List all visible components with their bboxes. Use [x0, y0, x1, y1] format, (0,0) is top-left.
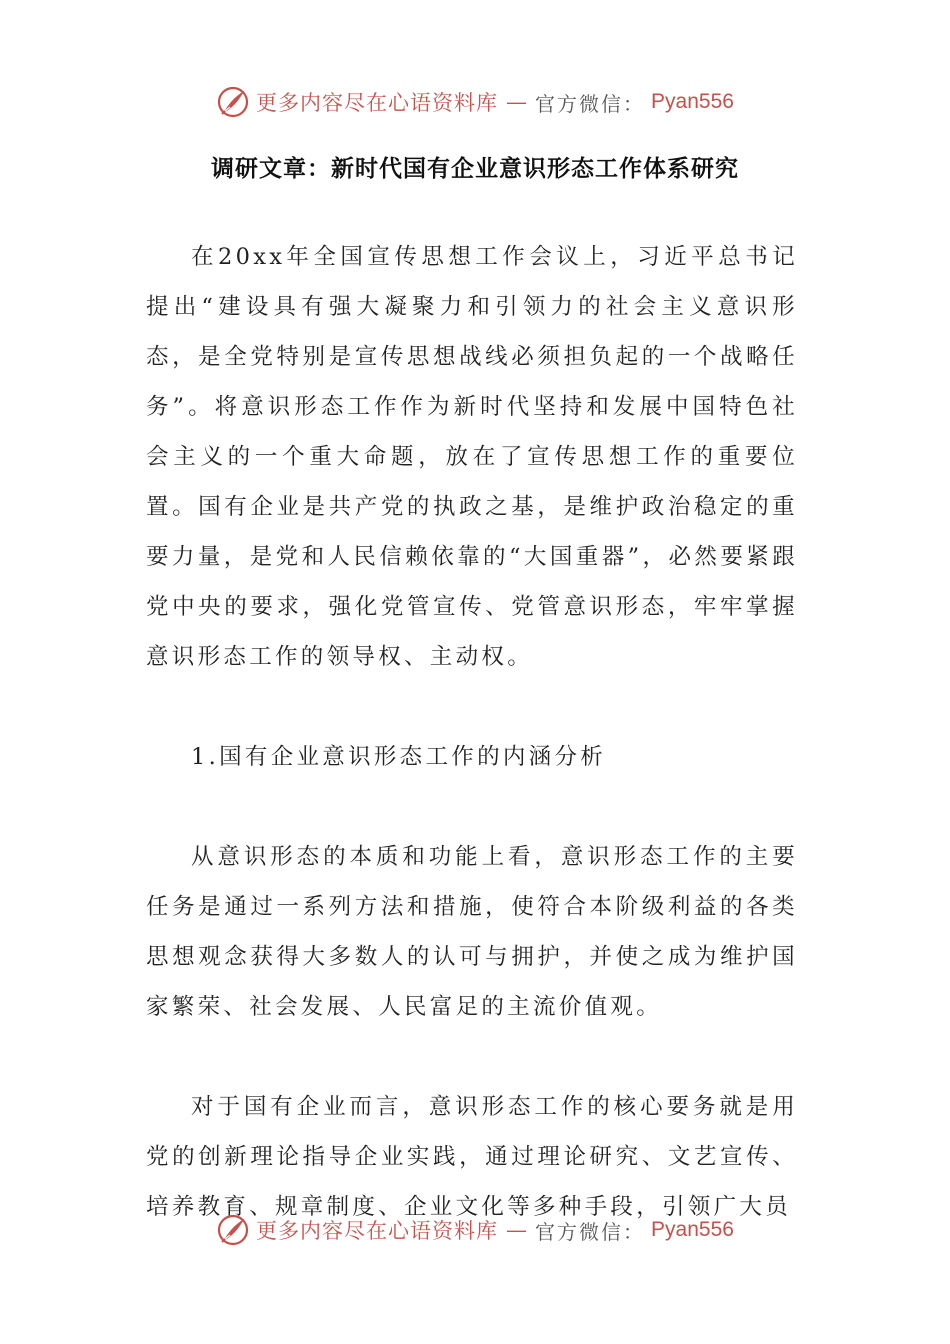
banner-wechat-id: Pyan556: [651, 90, 734, 113]
document-body: [146, 232, 798, 1232]
document-title: 调研文章：新时代国有企业意识形态工作体系研究: [211, 155, 739, 182]
banner-wechat-label: 官方微信：: [535, 91, 646, 116]
banner-title: 更多内容尽在心语资料库: [256, 91, 499, 115]
banner-wechat-label: 官方微信：: [535, 1219, 646, 1244]
quill-pen-icon: [216, 85, 250, 119]
paragraph-intro: 在20xx年全国宣传思想工作会议上，习近平总书记提出“建设具有强大凝聚力和引领力的社会主义意识形态，是全党特别是宣传思想战线必须担负起的一个战略任务”。将意识形态工作作为新时代坚持和发展中国特色社会主义的一个重大命题，放在了宣传思想工作的重要位置。国有企业是共产党的执政之基，是维护政治稳定的重要力量，是党和人民信赖依靠的“大国重器”，必然要紧跟党中央的要求，强化党管宣传、党管意识形态，牢牢掌握意识形态工作的领导权、主动权。: [146, 244, 798, 670]
banner-wechat-id: Pyan556: [651, 1218, 734, 1241]
section-heading: 1.国有企业意识形态工作的内涵分析: [191, 744, 607, 770]
banner-separator: —: [506, 1218, 528, 1242]
quill-pen-icon: [216, 1213, 250, 1247]
paragraph-essence: 从意识形态的本质和功能上看，意识形态工作的主要任务是通过一系列方法和措施，使符合本阶级利益的各类思想观念获得大多数人的认可与拥护，并使之成为维护国家繁荣、社会发展、人民富足的主流价值观。: [146, 844, 798, 1020]
header-banner: [0, 82, 950, 122]
banner-title: 更多内容尽在心语资料库: [256, 1219, 499, 1243]
footer-banner: [0, 1210, 950, 1250]
banner-separator: —: [506, 90, 528, 114]
paragraph-core-task: 对于国有企业而言，意识形态工作的核心要务就是用党的创新理论指导企业实践，通过理论研究、文艺宣传、培养教育、规章制度、企业文化等多种手段，引领广大员: [146, 1094, 798, 1220]
